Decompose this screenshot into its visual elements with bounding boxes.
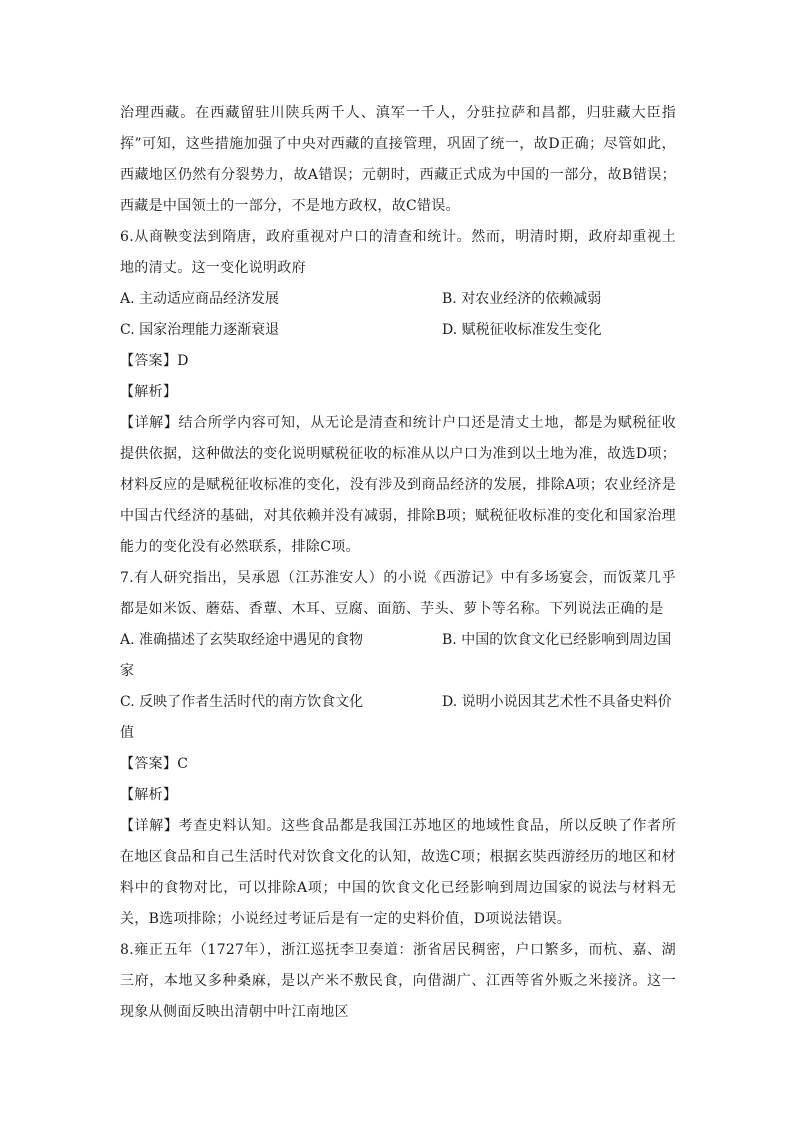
intro-paragraph: 治理西藏。在西藏留驻川陕兵两千人、滇军一千人，分驻拉萨和昌都，归驻藏大臣指挥”可知，这些措施加强了中央对西藏的直接管理，巩固了统一，故D正确；尽管如此，西藏地区仍然有分裂势力，故A错误；元朝时，西藏正式成为中国的一部分，故B错误；西藏是中国领土的一部分，不是地方政权，故C错误。: [120, 105, 676, 214]
question-7-analysis-label: 【解析】: [120, 787, 178, 803]
question-7-option-d-continuation: 值: [120, 725, 135, 741]
question-7-detail: 【详解】考查史料认知。这些食品都是我国江苏地区的地域性食品，所以反映了作者所在地区食品和自己生活时代对饮食文化的认知，故选C项；根据玄奘西游经历的地区和材料中的食物对比，可以排除A项；中国的饮食文化已经影响到周边国家的说法与材料无关，B选项排除；小说经过考证后是有一定的史料价值，D项说法错误。: [120, 818, 676, 927]
question-6-options-row-1: [120, 284, 676, 315]
question-7-options-row-2: [120, 687, 676, 718]
page-content: [120, 98, 676, 1028]
question-7-option-b: B. 中国的饮食文化已经影响到周边国: [442, 632, 672, 648]
question-6-option-a: A. 主动适应商品经济发展: [120, 291, 280, 307]
question-6-option-c: C. 国家治理能力逐渐衰退: [120, 322, 280, 338]
question-7-option-c: C. 反映了作者生活时代的南方饮食文化: [120, 694, 364, 710]
question-7-stem: 7.有人研究指出，吴承恩（江苏淮安人）的小说《西游记》中有多场宴会，而饭菜几乎都是如米饭、蘑菇、香蕈、木耳、豆腐、面筋、芋头、萝卜等名称。下列说法正确的是: [120, 570, 676, 617]
question-6-answer: 【答案】D: [120, 353, 189, 369]
question-6-options-row-2: [120, 315, 676, 346]
question-6-option-d: D. 赋税征收标准发生变化: [442, 322, 602, 338]
question-7-options-row-1: [120, 625, 676, 656]
question-6-stem: 6.从商鞅变法到隋唐，政府重视对户口的清查和统计。然而，明清时期，政府却重视土地的清丈。这一变化说明政府: [120, 229, 676, 276]
question-7-option-d: D. 说明小说因其艺术性不具备史料价: [442, 694, 672, 710]
question-6-analysis-label: 【解析】: [120, 384, 178, 400]
question-7-answer: 【答案】C: [120, 756, 189, 772]
question-8-stem: 8.雍正五年（1727年），浙江巡抚李卫奏道：浙省居民稠密，户口繁多，而杭、嘉、湖三府，本地又多种桑麻，是以产米不敷民食，向借湖广、江西等省外贩之米接济。这一现象从侧面反映出清朝中叶江南地区: [120, 942, 676, 1020]
question-7-option-a: A. 准确描述了玄奘取经途中遇见的食物: [120, 632, 364, 648]
question-6-detail: 【详解】结合所学内容可知，从无论是清查和统计户口还是清丈土地，都是为赋税征收提供依据，这种做法的变化说明赋税征收的标准从以户口为准到以土地为准，故选D项；材料反应的是赋税征收标准的变化，没有涉及到商品经济的发展，排除A项；农业经济是中国古代经济的基础，对其依赖并没有减弱，排除B项；赋税征收标准的变化和国家治理能力的变化没有必然联系，排除C项。: [120, 415, 676, 555]
question-7-option-b-continuation: 家: [120, 663, 135, 679]
question-6-option-b: B. 对农业经济的依赖减弱: [442, 291, 602, 307]
